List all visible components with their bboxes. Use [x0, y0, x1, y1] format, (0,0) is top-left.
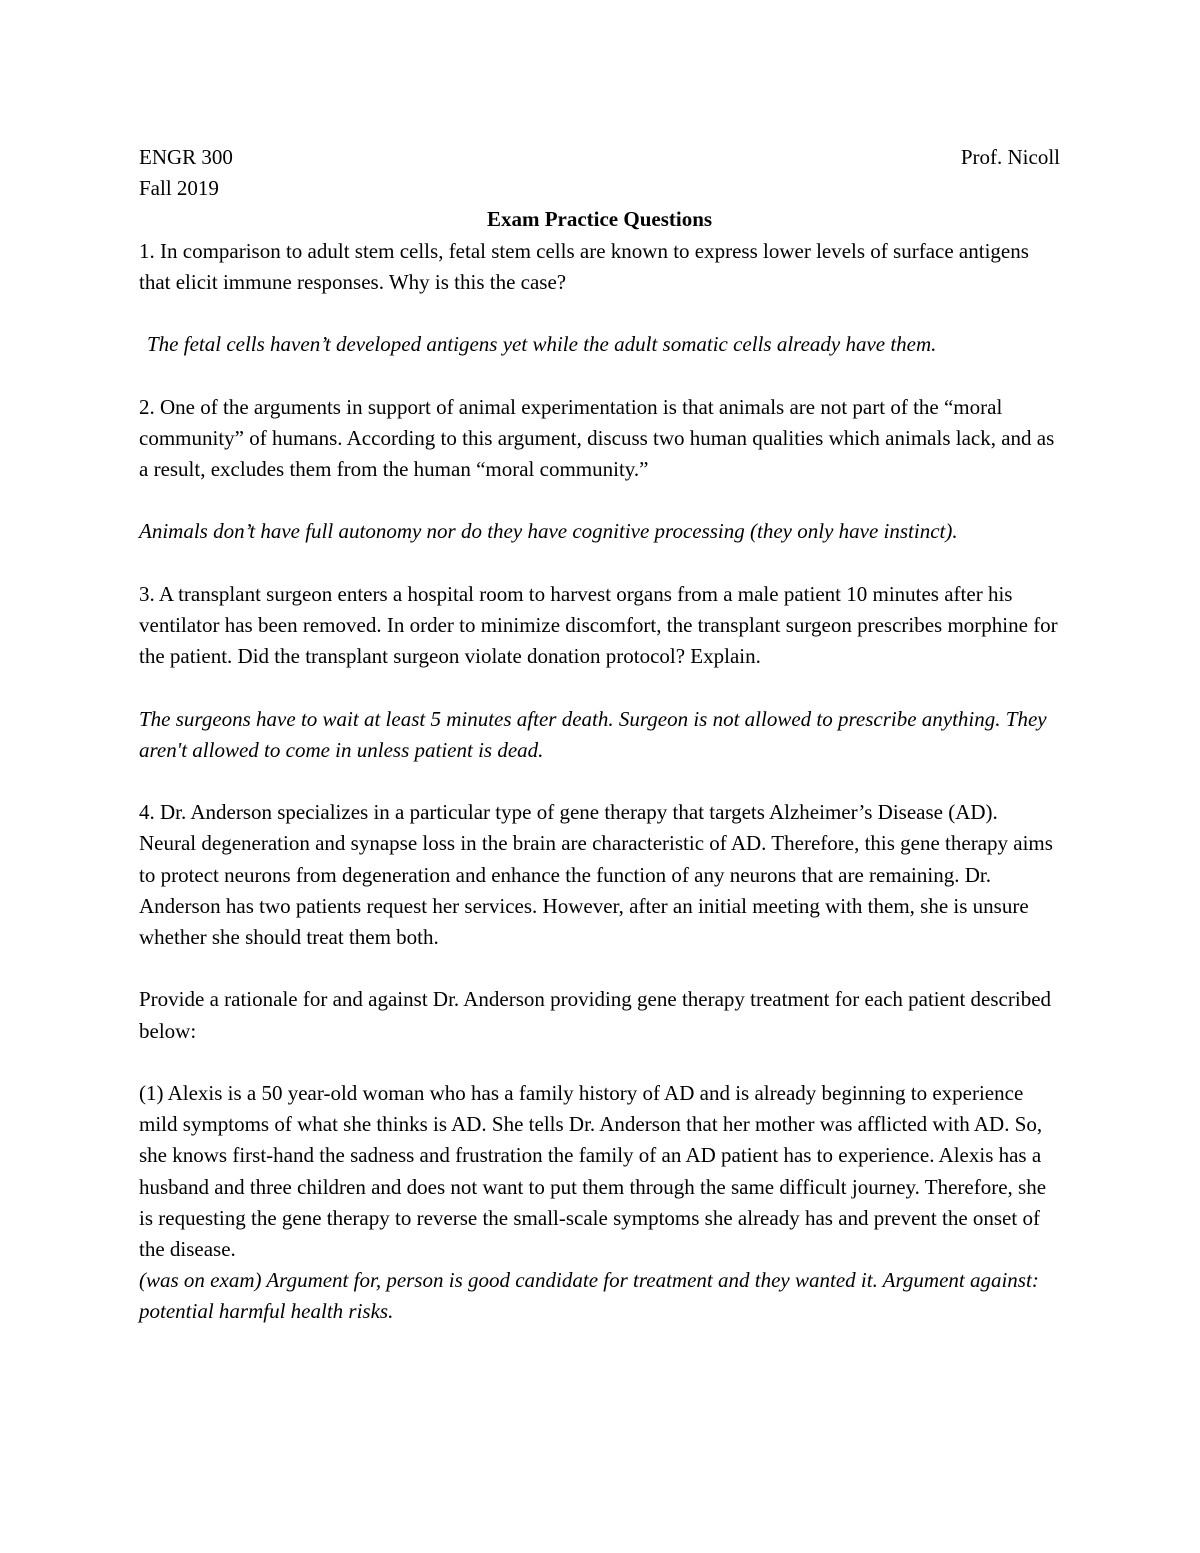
answer-1: The fetal cells haven’t developed antigens yet while the adult somatic cells already have them.	[147, 332, 937, 357]
question-1: 1. In comparison to adult stem cells, fetal stem cells are known to express lower levels of surface antigens that elicit immune responses. Why is this the case?	[139, 238, 1029, 294]
spacer	[139, 485, 1060, 516]
spacer	[139, 672, 1060, 703]
spacer	[139, 360, 1060, 391]
question-3: 3. A transplant surgeon enters a hospital room to harvest organs from a male patient 10 minutes after his ventilator has been removed. In order to minimize discomfort, the transplant surgeon prescribes morphine for the patient. Did the transplant surgeon violate donation protocol? Explain.	[139, 581, 1058, 669]
question-2: 2. One of the arguments in support of animal experimentation is that animals are not part of the “moral community” of humans. According to this argument, discuss two human qualities which animals lack, and as a result, excludes them from the human “moral community.”	[139, 394, 1055, 481]
question-4-case-1: (1) Alexis is a 50 year-old woman who has a family history of AD and is already beginning to experience mild symptoms of what she thinks is AD. She tells Dr. Anderson that her mother was afflicted with AD. So, she knows first-hand the sadness and frustration the family of an AD patient has to experience. Alexis has a husband and three children and does not want to put them through the same difficult journey. Therefore, she is requesting the gene therapy to reverse the small-scale symptoms she already has and prevent the onset of the disease.	[139, 1080, 1047, 1261]
answer-4: (was on exam) Argument for, person is good candidate for treatment and they wanted it. Argument against: potential harmful health risks.	[139, 1268, 1039, 1324]
spacer	[139, 548, 1060, 579]
question-4-prompt: Provide a rationale for and against Dr. Anderson providing gene therapy treatment for each patient described below:	[139, 987, 1052, 1043]
document-page	[139, 142, 1060, 1328]
header-row	[139, 142, 1060, 173]
spacer	[139, 1047, 1060, 1078]
spacer	[139, 766, 1060, 797]
answer-3: The surgeons have to wait at least 5 minutes after death. Surgeon is not allowed to prescribe anything. They aren't allowed to come in unless patient is dead.	[139, 706, 1047, 762]
course-code: ENGR 300	[139, 145, 233, 169]
answer-2: Animals don’t have full autonomy nor do they have cognitive processing (they only have instinct).	[139, 519, 958, 544]
page-title: Exam Practice Questions	[486, 207, 713, 232]
term: Fall 2019	[139, 176, 219, 201]
spacer	[139, 298, 1060, 329]
instructor-name: Prof. Nicoll	[960, 145, 1060, 169]
spacer	[139, 953, 1060, 984]
question-4: 4. Dr. Anderson specializes in a particular type of gene therapy that targets Alzheimer’s Disease (AD). Neural degeneration and synapse loss in the brain are characteristic of AD. Therefore, this gene therapy aims to protect neurons from degeneration and enhance the function of any neurons that are remaining. Dr. Anderson has two patients request her services. However, after an initial meeting with them, she is unsure whether she should treat them both.	[139, 800, 1053, 949]
